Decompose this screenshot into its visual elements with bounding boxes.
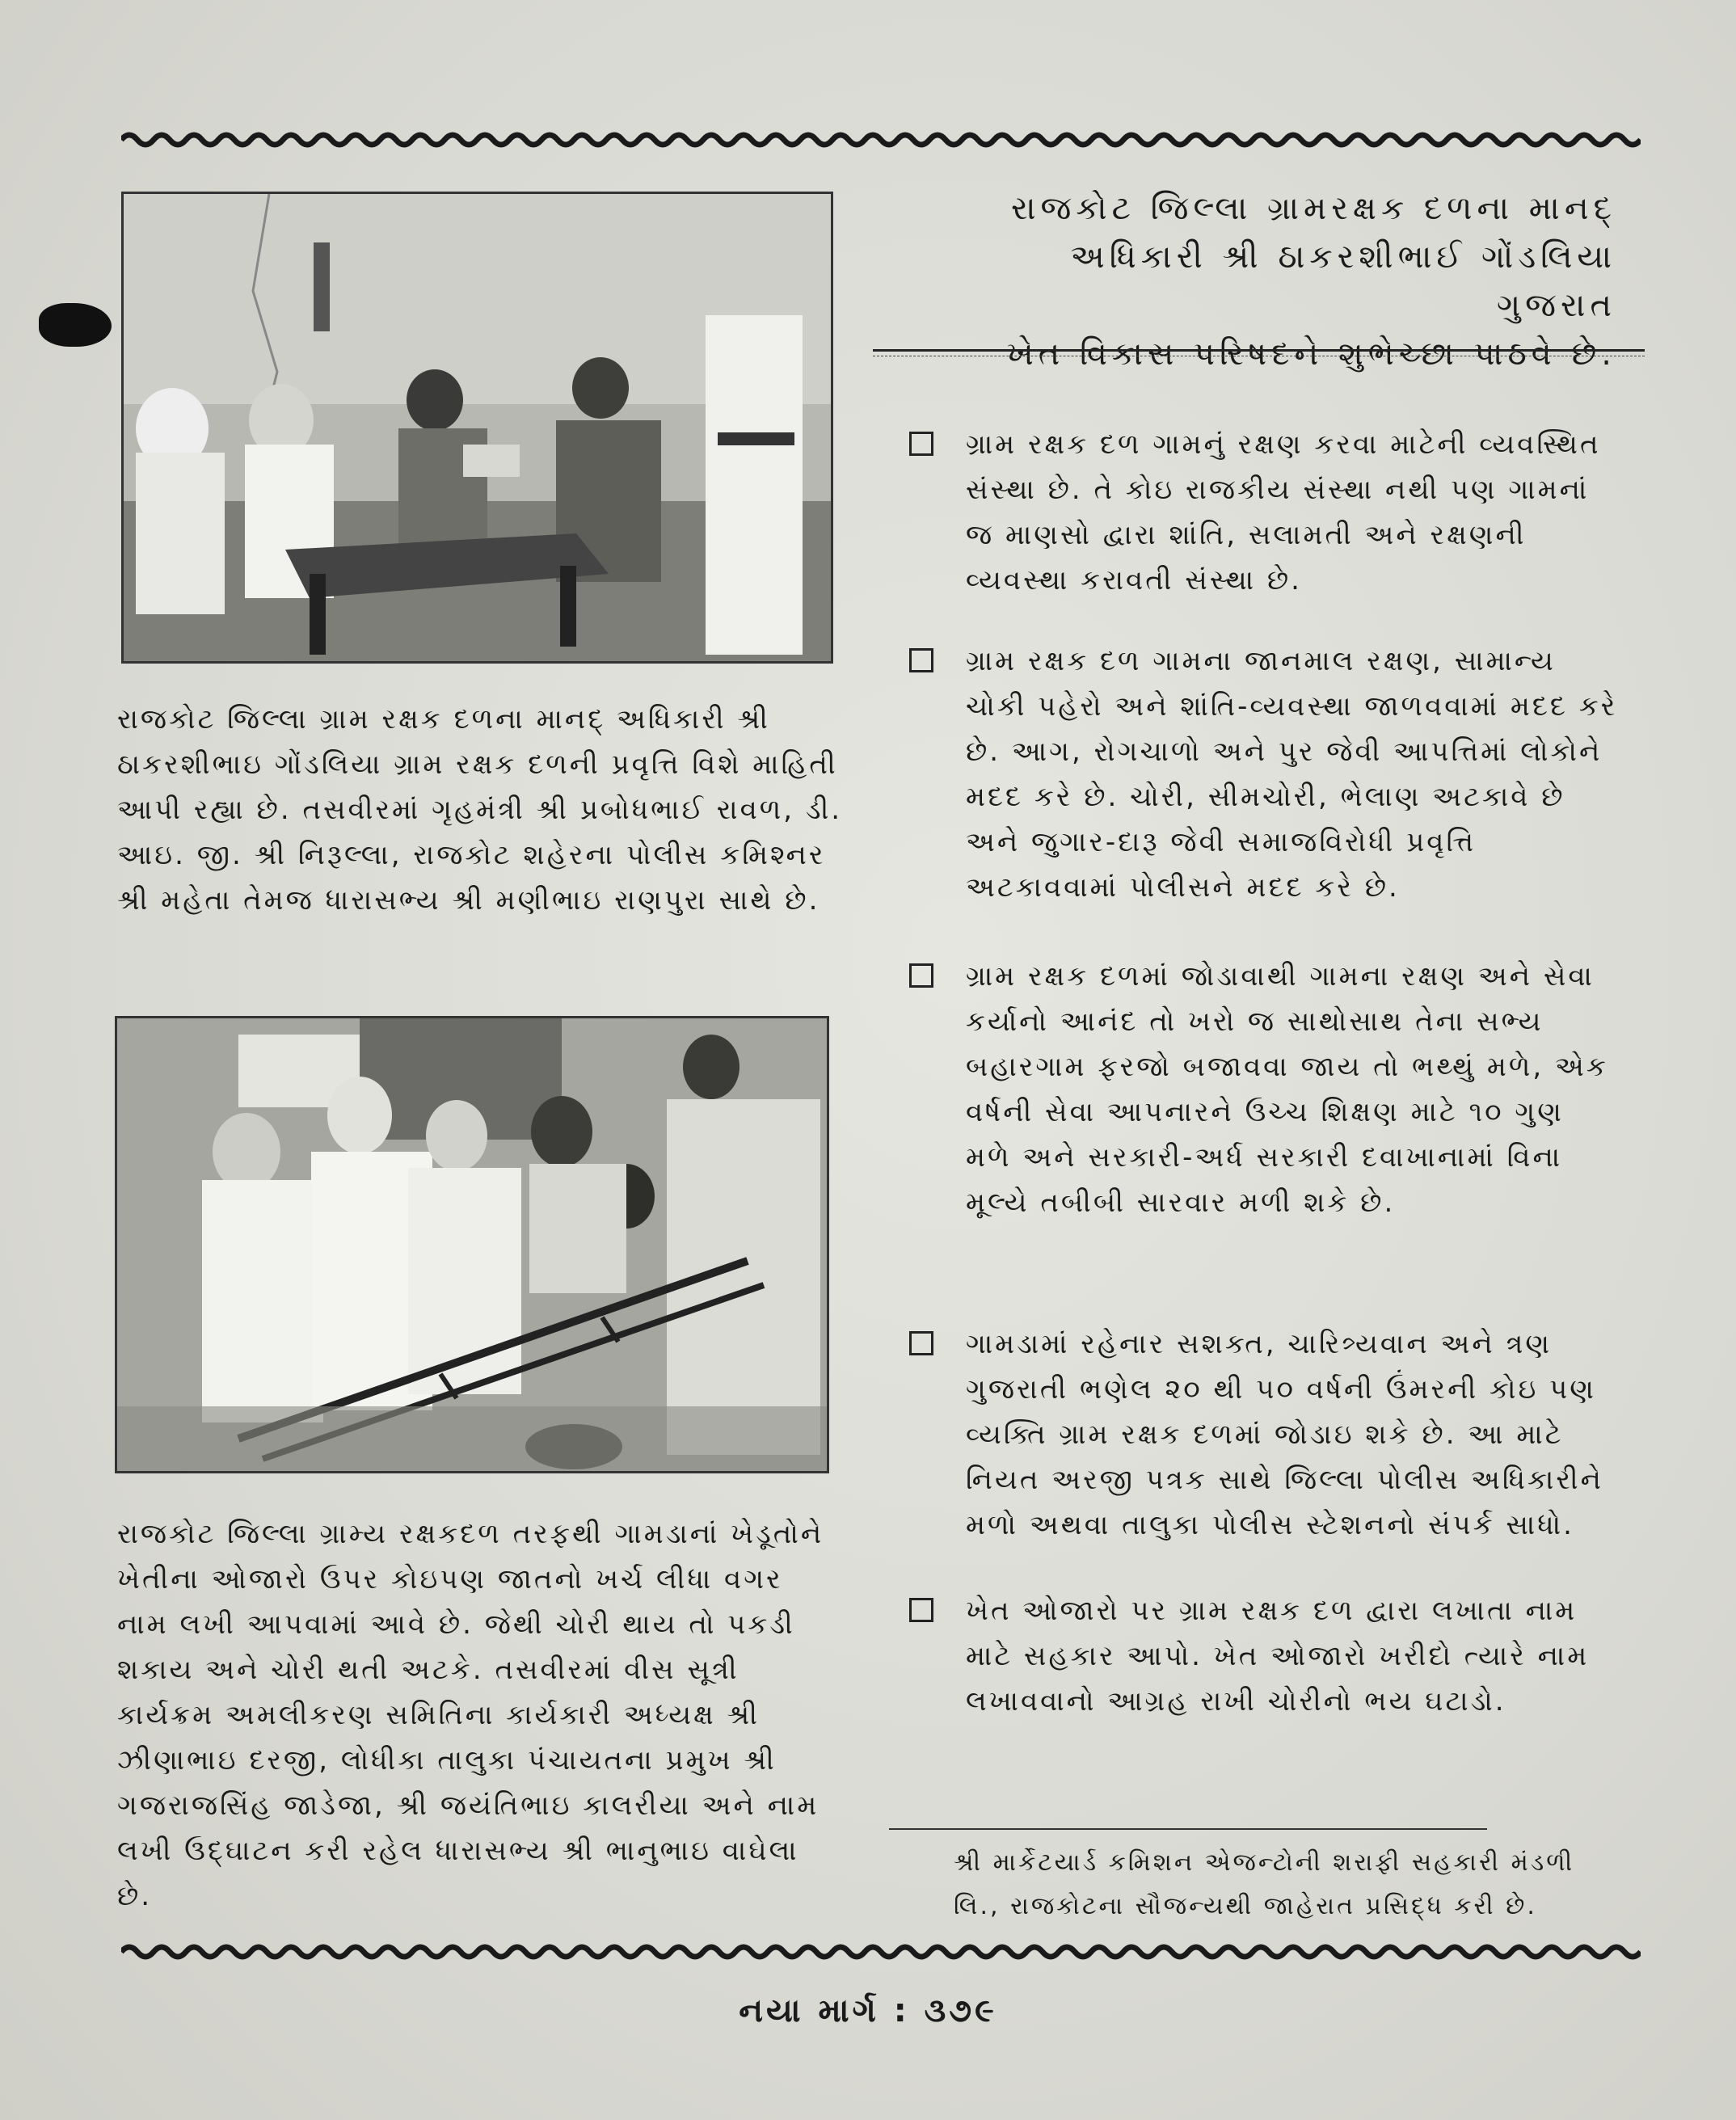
sponsor-footnote: શ્રી માર્કેટયાર્ડ કમિશન એજન્ટોની શરાફી સહકારી મંડળી લિ., રાજકોટના સૌજન્યથી જાહેરાત પ્રસિદ્ધ કરી છે. xyxy=(954,1848,1575,1920)
list-item-text: ગ્રામ રક્ષક દળમાં જોડાવાથી ગામના રક્ષણ અને સેવા કર્યાનો આનંદ તો ખરો જ સાથોસાથ તેના સભ્ય બહારગામ ફરજો બજાવવા જાય તો ભથ્થું મળે, એક વર્ષની સેવા આપનારને ઉચ્ચ શિક્ષણ માટે ૧૦ ગુણ મળે અને સરકારી-અર્ધ સરકારી દવાખાનામાં વિના મૂલ્યે તબીબી સારવાર મળી શકે છે. xyxy=(966,960,1608,1219)
page-number: નયા માર્ગ : ૩૭૯ xyxy=(739,1992,997,2029)
list-item-text: ગામડામાં રહેનાર સશક્ત, ચારિત્ર્યવાન અને ત્રણ ગુજરાતી ભણેલ ૨૦ થી ૫૦ વર્ષની ઉંમરની કોઇ પણ વ્યક્તિ ગ્રામ રક્ષક દળમાં જોડાઇ શકે છે. આ માટે નિયત અરજી પત્રક સાથે જિલ્લા પોલીસ અધિકારીને મળો અથવા તાલુકા પોલીસ સ્ટેશનનો સંપર્ક સાધો. xyxy=(966,1328,1603,1541)
checkbox-square-icon xyxy=(909,963,933,988)
tool-marking-photo xyxy=(115,1016,829,1473)
list-item-text: ગ્રામ રક્ષક દળ ગામના જાનમાલ રક્ષણ, સામાન્ય ચોકી પહેરો અને શાંતિ-વ્યવસ્થા જાળવવામાં મદદ કરે છે. આગ, રોગચાળો અને પુર જેવી આપત્તિમાં લોકોને મદદ કરે છે. ચોરી, સીમચોરી, ભેલાણ અટકાવે છે અને જુગાર-દારૂ જેવી સમાજવિરોધી પ્રવૃત્તિ અટકાવવામાં પોલીસને મદદ કરે છે. xyxy=(966,645,1618,904)
meeting-photo xyxy=(121,192,833,664)
list-item xyxy=(905,1321,1620,1588)
checkbox-square-icon xyxy=(909,432,933,456)
list-item-text: ગ્રામ રક્ષક દળ ગામનું રક્ષણ કરવા માટેની વ્યવસ્થિત સંસ્થા છે. તે કોઇ રાજકીય સંસ્થા નથી પણ ગામનાં જ માણસો દ્વારા શાંતિ, સલામતી અને રક્ષણની વ્યવસ્થા કરાવતી સંસ્થા છે. xyxy=(966,428,1601,596)
checkbox-square-icon xyxy=(909,648,933,672)
info-list xyxy=(905,422,1620,1724)
header-divider xyxy=(873,349,1645,352)
list-item-text: ખેત ઓજારો પર ગ્રામ રક્ષક દળ દ્વારા લખાતા નામ માટે સહકાર આપો. ખેત ઓજારો ખરીદો ત્યારે નામ લખાવવાનો આગ્રહ રાખી ચોરીનો ભય ઘટાડો. xyxy=(966,1595,1590,1717)
header-line-2: અધિકારી શ્રી ઠાકરશીભાઈ ગોંડલિયા ગુજરાત xyxy=(1070,238,1616,324)
top-wavy-border xyxy=(121,128,1641,152)
punch-hole xyxy=(39,303,112,347)
photo1-caption: રાજકોટ જિલ્લા ગ્રામ રક્ષક દળના માનદ્ અધિકારી શ્રી ઠાકરશીભાઇ ગોંડલિયા ગ્રામ રક્ષક દળની પ્રવૃત્તિ વિશે માહિતી આપી રહ્યા છે. તસવીરમાં ગૃહમંત્રી શ્રી પ્રબોધભાઈ રાવળ, ડી. આઇ. જી. શ્રી નિરૂલ્લા, રાજકોટ શહેરના પોલીસ કમિશ્નર શ્રી મહેતા તેમજ ધારાસભ્ય શ્રી મણીભાઇ રાણપુરા સાથે છે. xyxy=(117,703,843,917)
list-item xyxy=(905,954,1620,1321)
checkbox-square-icon xyxy=(909,1331,933,1355)
checkbox-square-icon xyxy=(909,1598,933,1622)
list-item xyxy=(905,639,1620,954)
footnote-divider xyxy=(889,1828,1487,1830)
bottom-wavy-border xyxy=(121,1940,1641,1964)
photo2-caption: રાજકોટ જિલ્લા ગ્રામ્ય રક્ષકદળ તરફથી ગામડાનાં ખેડૂતોને ખેતીના ઓજારો ઉપર કોઇપણ જાતનો ખર્ચ લીધા વગર નામ લખી આપવામાં આવે છે. જેથી ચોરી થાય તો પકડી શકાય અને ચોરી થતી અટકે. તસવીરમાં વીસ સૂત્રી કાર્યક્રમ અમલીકરણ સમિતિના કાર્યકારી અધ્યક્ષ શ્રી ઝીણાભાઇ દરજી, લોધીકા તાલુકા પંચાયતના પ્રમુખ શ્રી ગજરાજસિંહ જાડેજા, શ્રી જયંતિભાઇ કાલરીયા અને નામ લખી ઉદ્ઘાટન કરી રહેલ ધારાસભ્ય શ્રી ભાનુભાઇ વાઘેલા છે. xyxy=(117,1518,824,1912)
header-line-1: રાજકોટ જિલ્લા ગ્રામરક્ષક દળના માનદ્ xyxy=(1011,190,1616,227)
list-item xyxy=(905,422,1620,639)
list-item xyxy=(905,1588,1620,1724)
meeting-photo-image xyxy=(124,194,831,661)
header-line-3: ખેત વિકાસ પરિષદને શુભેચ્છા પાઠવે છે. xyxy=(1006,335,1616,373)
tool-marking-photo-image xyxy=(117,1018,827,1471)
